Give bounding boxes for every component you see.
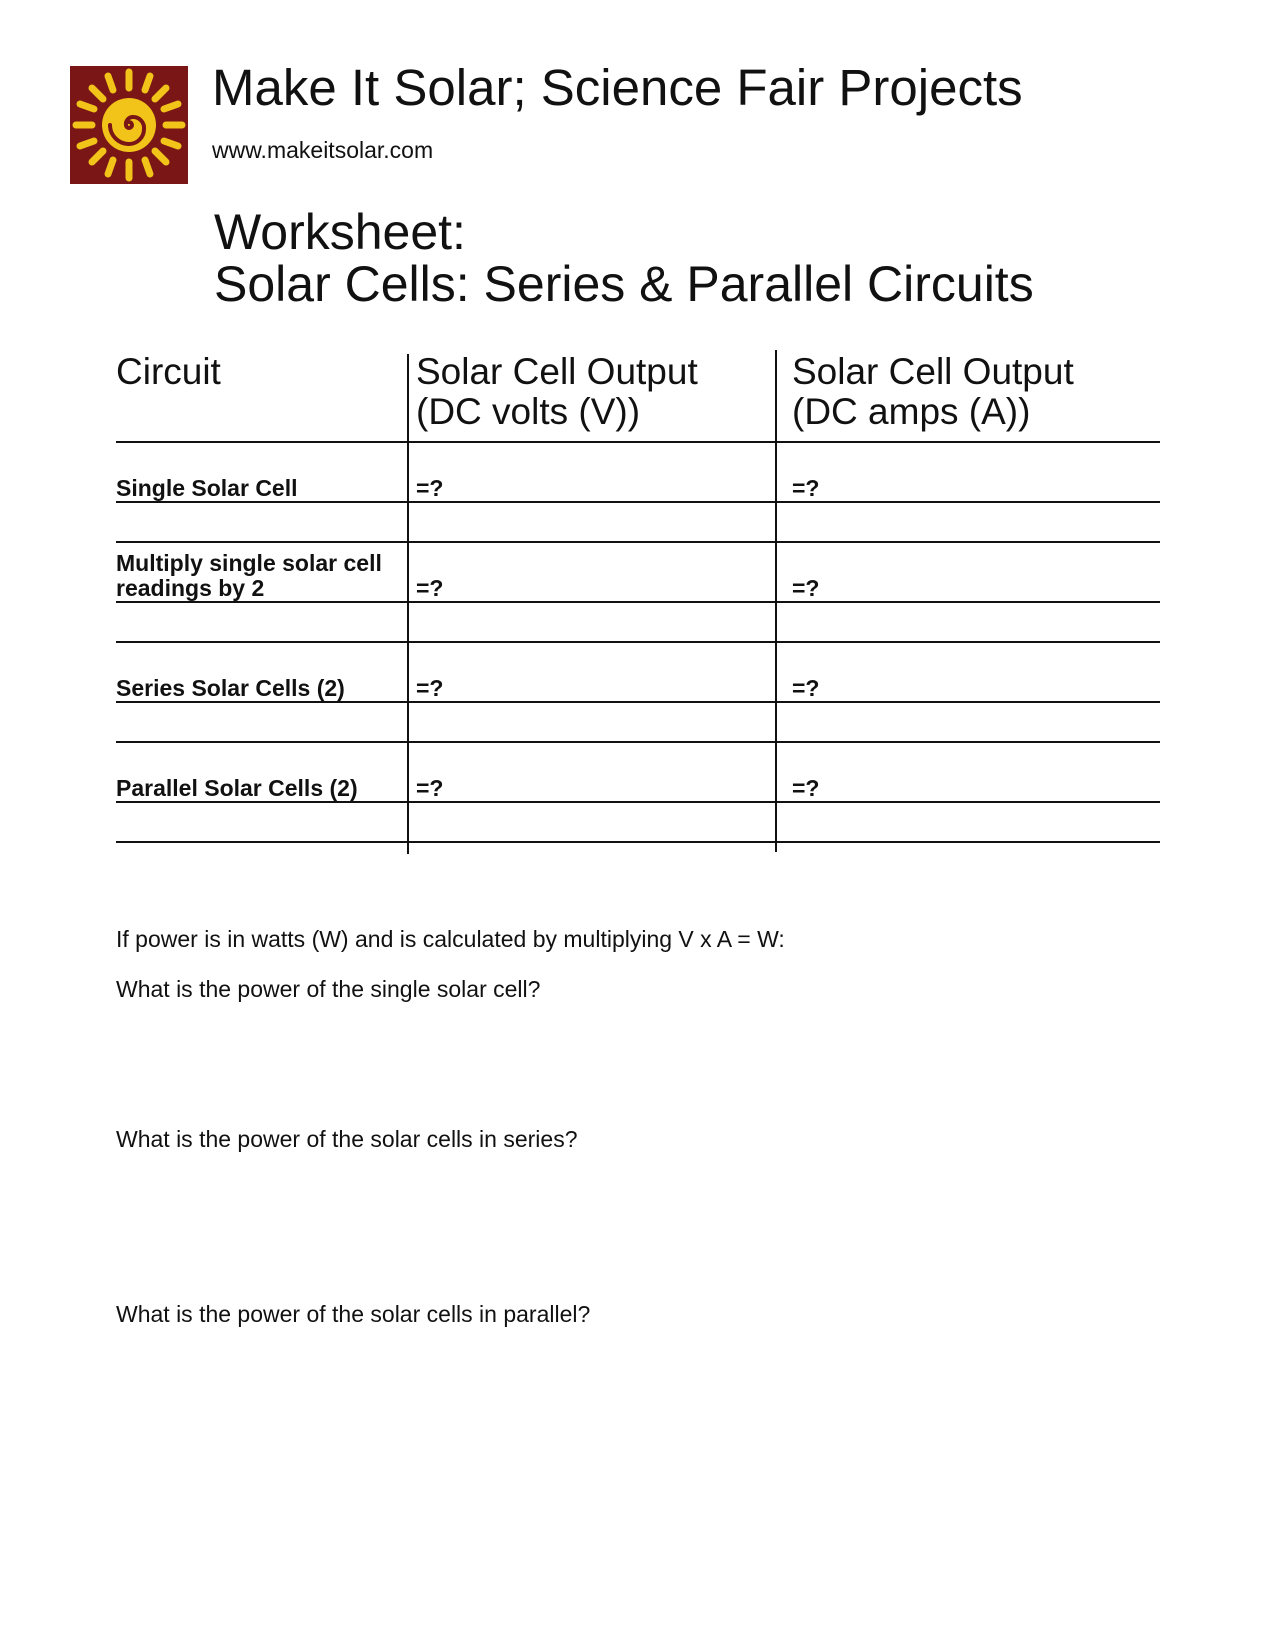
column-header-circuit: Circuit [116, 351, 221, 392]
page-title: Make It Solar; Science Fair Projects [212, 59, 1023, 116]
table-rule [116, 641, 1160, 643]
table-rule [116, 601, 1160, 603]
amps-answer-series: =? [792, 675, 820, 701]
amps-answer-parallel: =? [792, 775, 820, 801]
column-header-amps-line-2: (DC amps (A)) [792, 391, 1031, 432]
column-header-amps [792, 352, 1074, 432]
worksheet-subtitle: Solar Cells: Series & Parallel Circuits [214, 256, 1034, 312]
table-rule [116, 701, 1160, 703]
table-rule [116, 841, 1160, 843]
row-label-multiply-line-1: Multiply single solar cell [116, 550, 382, 576]
volts-answer-single: =? [416, 475, 444, 501]
site-url: www.makeitsolar.com [212, 137, 434, 163]
row-label-multiply-line-2: readings by 2 [116, 575, 265, 601]
table-rule [116, 801, 1160, 803]
column-header-volts [416, 352, 698, 432]
row-label-parallel: Parallel Solar Cells (2) [116, 775, 358, 801]
table-rule [116, 501, 1160, 503]
question-parallel: What is the power of the solar cells in parallel? [116, 1301, 591, 1327]
row-label-multiply [116, 551, 382, 601]
volts-answer-parallel: =? [416, 775, 444, 801]
question-single-cell: What is the power of the single solar cell? [116, 976, 541, 1002]
table-rule [116, 741, 1160, 743]
volts-answer-multiply: =? [416, 575, 444, 601]
table-rule [116, 441, 1160, 443]
column-header-amps-line-1: Solar Cell Output [792, 351, 1074, 392]
question-series: What is the power of the solar cells in series? [116, 1126, 578, 1152]
row-label-series: Series Solar Cells (2) [116, 675, 345, 701]
table-rule [116, 541, 1160, 543]
column-header-volts-line-2: (DC volts (V)) [416, 391, 641, 432]
worksheet-heading: Worksheet: [214, 204, 466, 260]
table-column-divider [407, 354, 409, 854]
column-header-volts-line-1: Solar Cell Output [416, 351, 698, 392]
table-column-divider [775, 350, 777, 852]
sun-spiral-icon [70, 66, 188, 184]
power-formula-intro: If power is in watts (W) and is calculated by multiplying V x A = W: [116, 926, 785, 952]
amps-answer-single: =? [792, 475, 820, 501]
amps-answer-multiply: =? [792, 575, 820, 601]
volts-answer-series: =? [416, 675, 444, 701]
row-label-single: Single Solar Cell [116, 475, 298, 501]
